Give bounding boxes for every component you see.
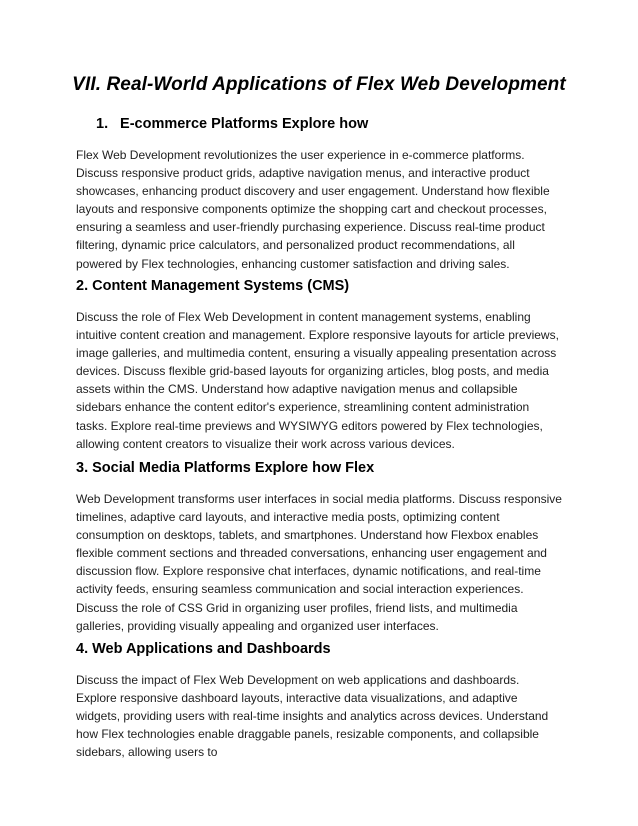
section-paragraph: Web Development transforms user interfaces in social media platforms. Discuss responsive timelines, adaptive card layouts, and interactive media posts, optimizing content consumption on desktops, tablets, and smartphones. Understand how Flexbox enables flexible comment sections and threaded conversations, enhancing user engagement and discussion flow. Explore responsive chat interfaces, dynamic notifications, and real-time activity feeds, ensuring seamless communication and social interaction experiences. Discuss the role of CSS Grid in organizing user profiles, friend lists, and multimedia galleries, providing visually appealing and organized user interfaces. bbox=[76, 492, 562, 633]
section-web-applications-dashboards bbox=[76, 639, 562, 761]
section-content-management-systems bbox=[76, 276, 562, 453]
section-heading-text: Web Applications and Dashboards bbox=[92, 641, 331, 657]
section-heading bbox=[76, 276, 562, 296]
section-heading bbox=[76, 639, 562, 659]
section-number: 4. bbox=[76, 641, 89, 657]
section-paragraph: Discuss the impact of Flex Web Development on web applications and dashboards. Explore responsive dashboard layouts, interactive data visualizations, and adaptive widgets, providing users with real-time insights and analytics across devices. Understand how Flex technologies enable draggable panels, resizable components, and collapsible sidebars, allowing users to bbox=[76, 673, 549, 760]
section-paragraph: Flex Web Development revolutionizes the user experience in e-commerce platforms. Discuss responsive product grids, adaptive navigation menus, and interactive product showcases, enhancing product discovery and user engagement. Understand how flexible layouts and responsive components optimize the shopping cart and checkout processes, ensuring a seamless and user-friendly purchasing experience. Discuss real-time product filtering, dynamic price calculators, and personalized product recommendations, all powered by Flex technologies, enhancing customer satisfaction and driving sales. bbox=[76, 148, 550, 271]
section-heading-text: E-commerce Platforms Explore how bbox=[120, 116, 369, 132]
section-paragraph: Discuss the role of Flex Web Development in content management systems, enabling intuitive content creation and management. Explore responsive layouts for article previews, image galleries, and multimedia content, ensuring a visually appealing presentation across devices. Discuss flexible grid-based layouts for organizing articles, blog posts, and media assets within the CMS. Understand how adaptive navigation menus and collapsible sidebars enhance the content editor's experience, streamlining content administration tasks. Explore real-time previews and WYSIWYG editors powered by Flex technologies, allowing content creators to visualize their work across various devices. bbox=[76, 310, 559, 451]
section-heading bbox=[76, 458, 562, 478]
section-heading bbox=[76, 114, 562, 134]
page-title: VII. Real-World Applications of Flex Web Development bbox=[72, 74, 566, 95]
section-social-media-platforms bbox=[76, 458, 562, 635]
section-heading-text: Social Media Platforms Explore how Flex bbox=[92, 460, 375, 476]
section-number: 3. bbox=[76, 460, 89, 476]
section-heading-text: Content Management Systems (CMS) bbox=[92, 278, 350, 294]
section-number: 1. bbox=[96, 116, 109, 132]
section-number: 2. bbox=[76, 278, 89, 294]
section-ecommerce-platforms bbox=[76, 114, 562, 273]
